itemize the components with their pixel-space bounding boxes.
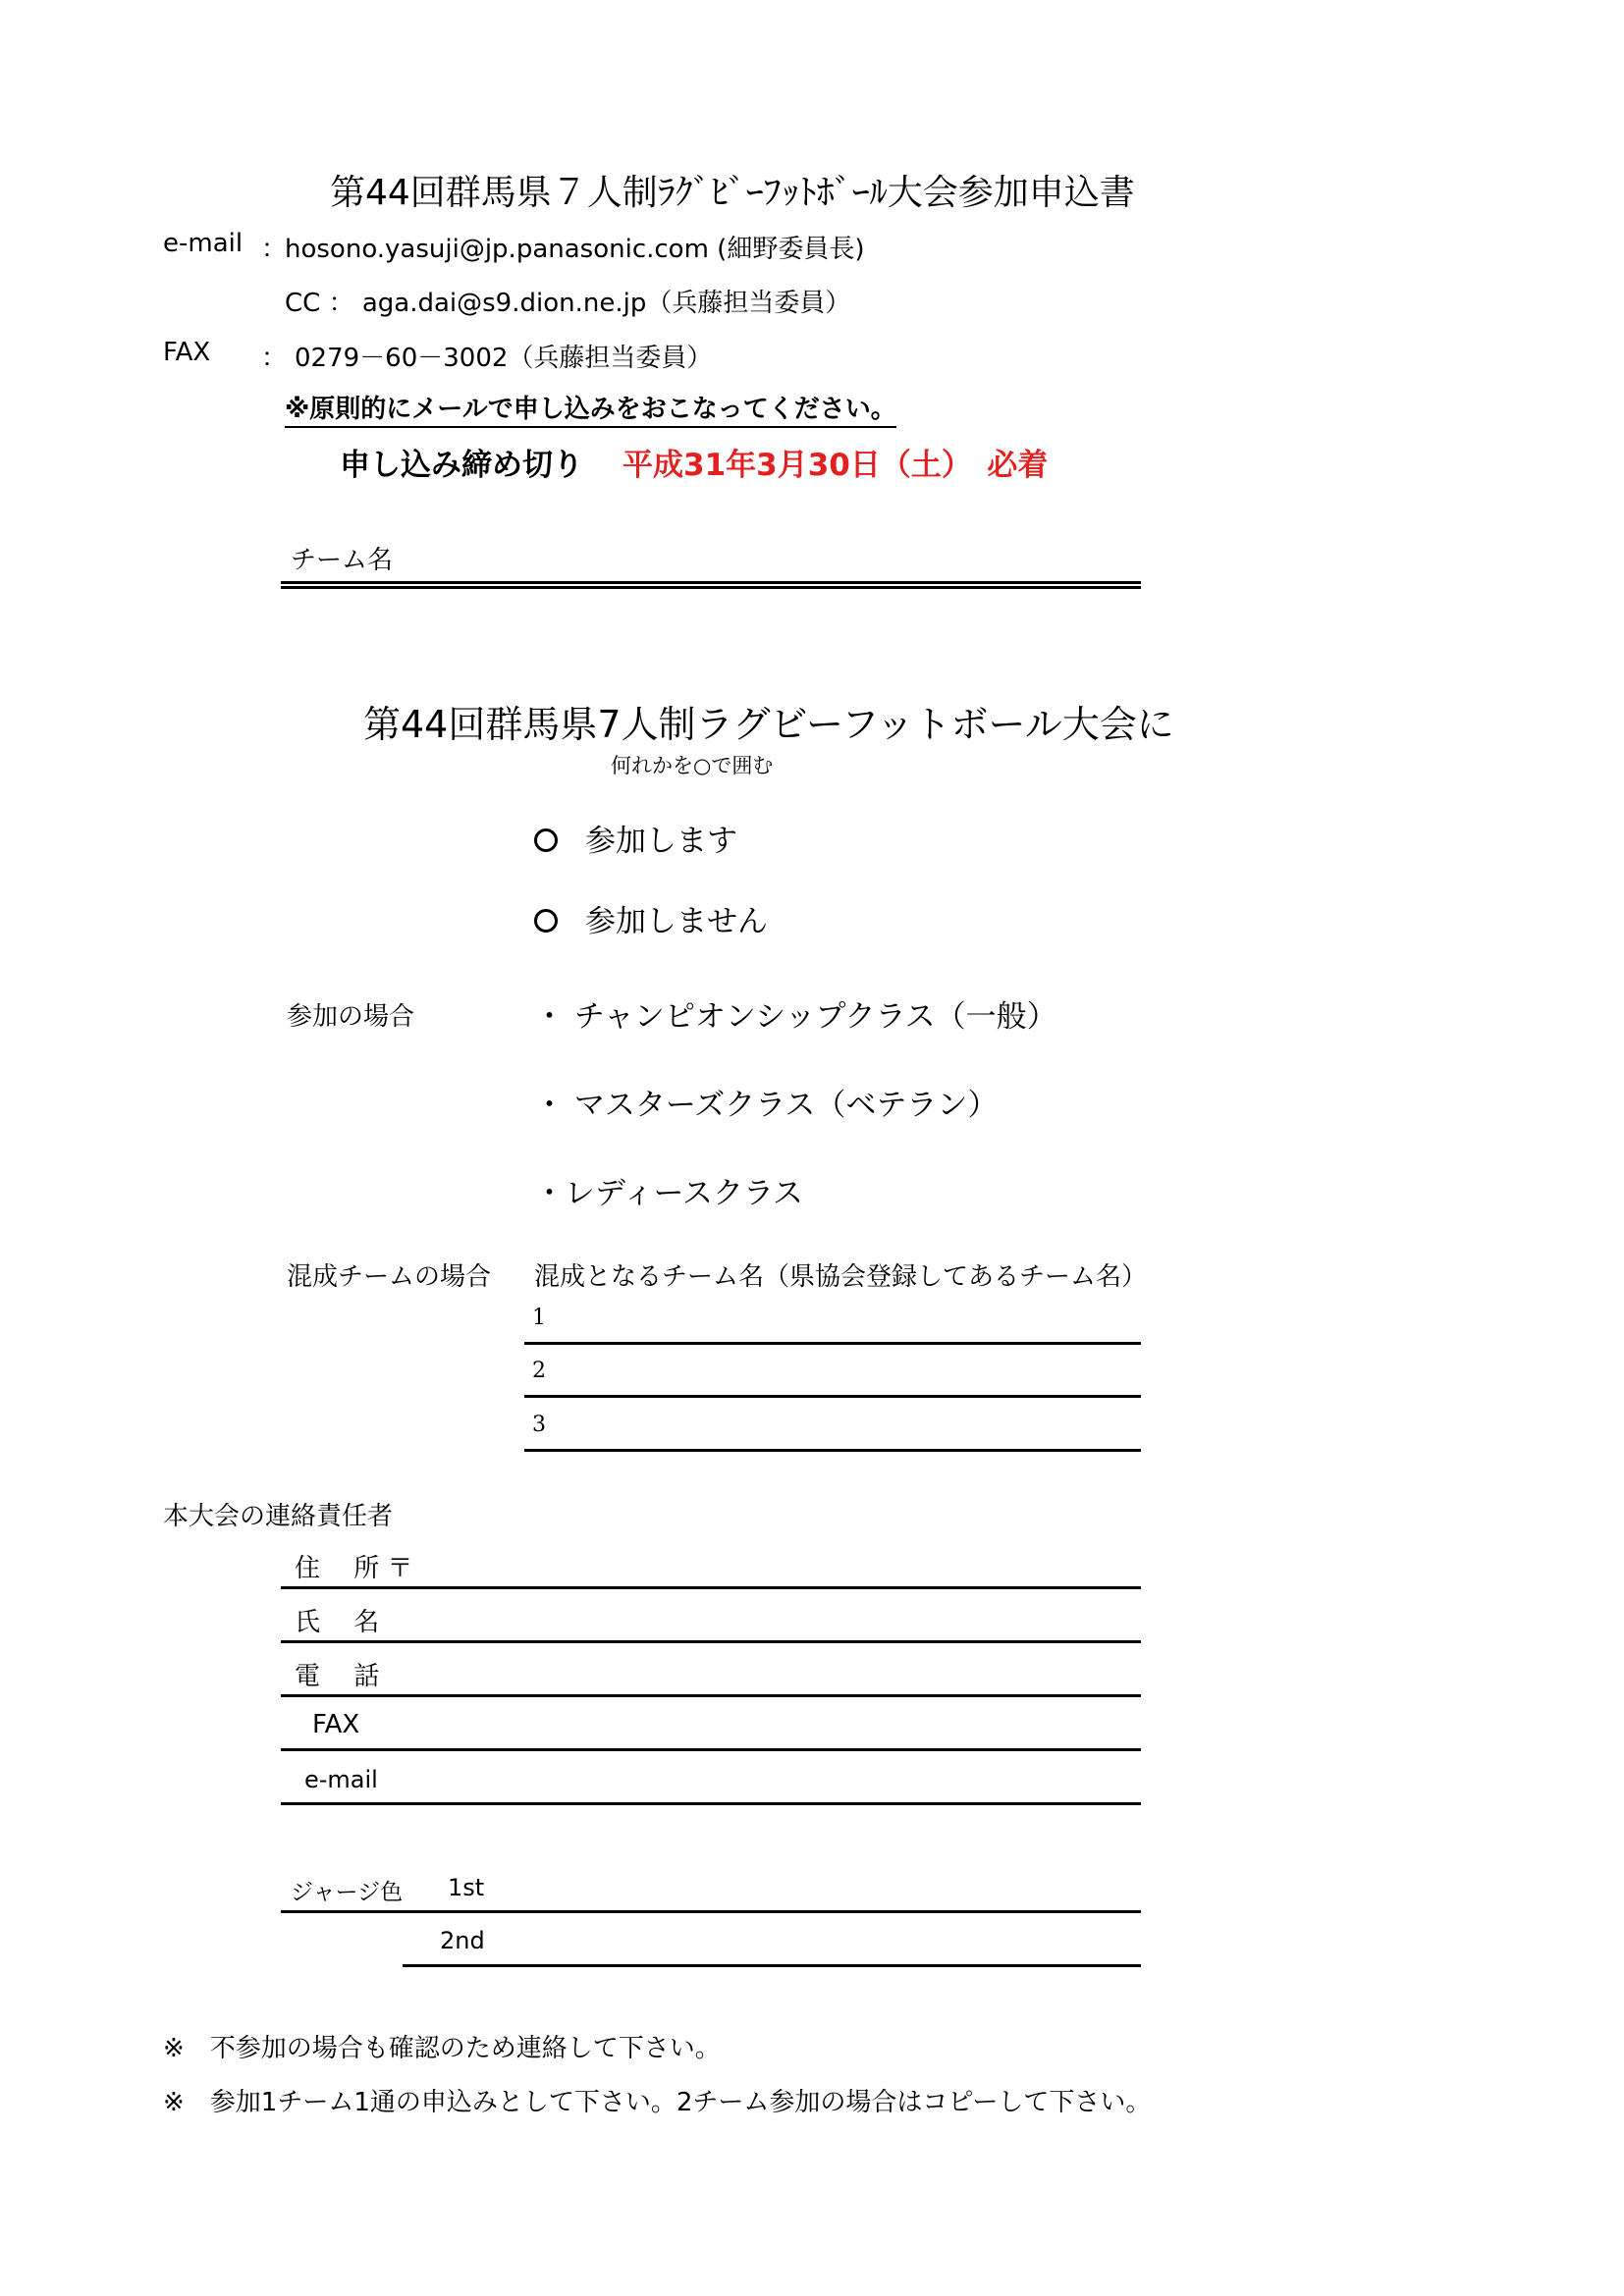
jersey-second-line <box>403 1964 1141 1967</box>
field-phone-label: 電 話 <box>295 1662 380 1691</box>
deadline-label: 申し込み締め切り <box>340 448 583 483</box>
mixed-team-row-line <box>524 1342 1141 1345</box>
field-address-label: 住 所 〒 <box>295 1554 413 1583</box>
jersey-first-line <box>281 1910 1141 1913</box>
mixed-team-row-number: 3 <box>532 1413 546 1437</box>
email-preferred-note-text: ※原則的にメールで申し込みをおこなってください。 <box>285 395 896 428</box>
field-name-line <box>281 1640 1141 1643</box>
field-address-line <box>281 1586 1141 1589</box>
mixed-team-heading: 混成となるチーム名（県協会登録してあるチーム名） <box>534 1262 1148 1292</box>
field-email-label: e-mail <box>304 1766 378 1793</box>
cc-line: CC ： aga.dai@s9.dion.ne.jp（兵藤担当委員） <box>285 289 851 318</box>
email-value: hosono.yasuji@jp.panasonic.com (細野委員長) <box>285 235 865 264</box>
email-label: e-mail <box>163 229 244 258</box>
option-not-participate <box>534 896 768 940</box>
class-masters: ・ マスターズクラス（ベテラン） <box>534 1088 999 1123</box>
field-name-label: 氏 名 <box>295 1608 380 1637</box>
mixed-team-label: 混成チームの場合 <box>287 1262 492 1292</box>
responsible-heading: 本大会の連絡責任者 <box>163 1502 394 1531</box>
circle-instruction: 何れかを○で囲む <box>611 754 774 777</box>
class-label: 参加の場合 <box>287 1002 415 1032</box>
class-ladies: ・レディースクラス <box>534 1176 804 1211</box>
mixed-team-row-number: 1 <box>532 1306 546 1330</box>
field-phone-line <box>281 1694 1141 1697</box>
jersey-second-label: 2nd <box>440 1927 485 1954</box>
class-championship: ・ チャンピオンシップクラス（一般） <box>534 999 1057 1035</box>
team-name-label: チーム名 <box>291 546 394 575</box>
email-preferred-note <box>285 389 896 425</box>
mixed-team-row-number: 2 <box>532 1359 546 1383</box>
circle-icon <box>534 828 558 852</box>
option-not-participate-label: 参加しません <box>585 904 768 939</box>
option-participate <box>534 816 737 860</box>
field-fax-line <box>281 1748 1141 1751</box>
email-separator: ： <box>261 235 288 264</box>
fax-label: FAX <box>163 338 211 367</box>
mixed-team-row-line <box>524 1449 1141 1452</box>
option-participate-label: 参加します <box>585 824 737 859</box>
field-email-line <box>281 1802 1141 1805</box>
fax-separator: ： <box>261 344 288 373</box>
page-title: 第44回群馬県７人制ﾗｸﾞﾋﾞｰﾌｯﾄﾎﾞｰﾙ大会参加申込書 <box>330 173 1135 213</box>
footnote: ※ 参加1チーム1通の申込みとして下さい。2チーム参加の場合はコピーして下さい。 <box>163 2088 1152 2117</box>
jersey-label: ジャージ色 <box>291 1880 404 1905</box>
field-fax-label: FAX <box>312 1710 360 1739</box>
circle-icon <box>534 909 558 933</box>
section-heading: 第44回群馬県7人制ラグビーフットボール大会に <box>363 703 1174 746</box>
fax-value: 0279－60－3002（兵藤担当委員） <box>295 344 713 373</box>
mixed-team-row-line <box>524 1395 1141 1398</box>
jersey-first-label: 1st <box>448 1874 485 1901</box>
team-name-line <box>281 581 1141 589</box>
footnote: ※ 不参加の場合も確認のため連絡して下さい。 <box>163 2034 721 2063</box>
deadline-date: 平成31年3月30日（土） 必着 <box>623 448 1049 483</box>
